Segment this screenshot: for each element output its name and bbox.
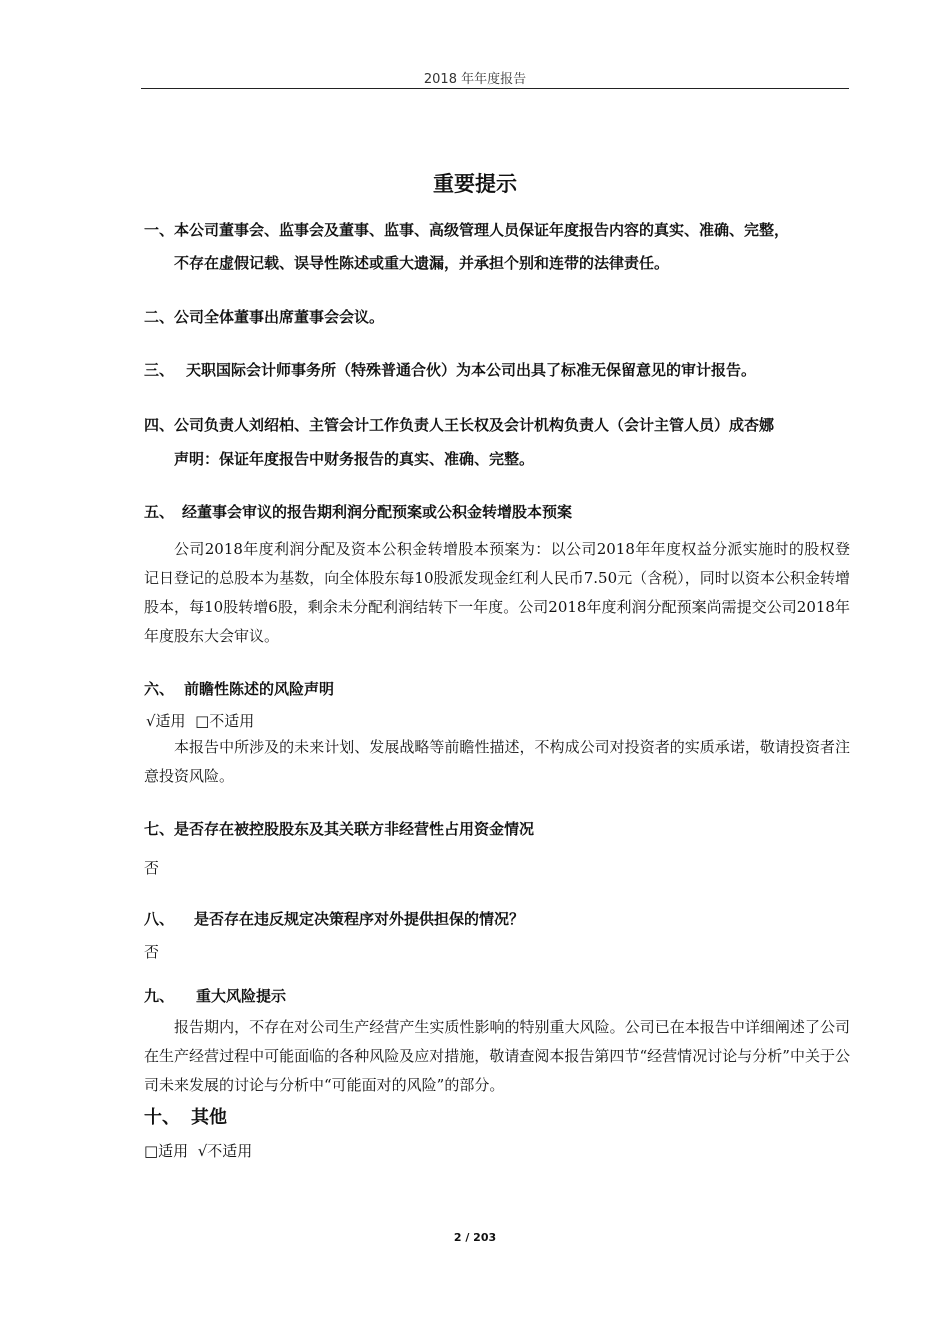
item-10-number: 十、 [144, 1107, 180, 1128]
item-9-number: 九、 [144, 987, 175, 1005]
item-7-heading [144, 818, 850, 839]
item-6-number: 六、 [144, 680, 175, 698]
item-1-text: 本公司董事会、监事会及董事、监事、高级管理人员保证年度报告内容的真实、准确、完整， [174, 221, 790, 239]
item-10-heading [144, 1103, 850, 1129]
item-8-heading [144, 908, 850, 929]
item-5-number: 五、 [144, 503, 175, 521]
item-2-text: 公司全体董事出席董事会会议。 [174, 308, 385, 326]
item-10-applicability: □适用 √不适用 [144, 1142, 253, 1160]
item-4-line-1 [144, 414, 850, 435]
item-5-heading-text: 经董事会审议的报告期利润分配预案或公积金转增股本预案 [182, 503, 573, 521]
item-5-body: 公司2018年度利润分配及资本公积金转增股本预案为：以公司2018年年度权益分派实施时的股权登记日登记的总股本为基数，向全体股东每10股派发现金红利人民币7.50元（含税），同时以资本公积金转增股本，每10股转增6股，剩余未分配利润结转下一年度。公司2018年度利润分配预案尚需提交公司2018年年度股东大会审议。 [144, 540, 850, 645]
item-4-line-2: 声明：保证年度报告中财务报告的真实、准确、完整。 [174, 450, 535, 468]
item-1-line-2: 不存在虚假记载、误导性陈述或重大遗漏，并承担个别和连带的法律责任。 [174, 254, 670, 272]
item-7-number: 七、 [144, 820, 175, 838]
page-number: 2 / 203 [453, 1231, 497, 1244]
item-7-heading-text: 是否存在被控股股东及其关联方非经营性占用资金情况 [174, 820, 535, 838]
item-9-heading [144, 985, 850, 1006]
item-6-applicability: √适用 □不适用 [146, 712, 255, 730]
item-6-heading [144, 678, 850, 699]
item-3-number: 三、 [144, 361, 175, 379]
item-6-body: 本报告中所涉及的未来计划、发展战略等前瞻性描述，不构成公司对投资者的实质承诺，敬请投资者注意投资风险。 [144, 738, 850, 785]
item-7-answer: 否 [144, 859, 160, 877]
item-5-heading [144, 501, 850, 522]
item-3 [144, 359, 850, 380]
item-3-text: 天职国际会计师事务所（特殊普通合伙）为本公司出具了标准无保留意见的审计报告。 [186, 361, 757, 379]
item-2 [144, 306, 850, 327]
item-8-heading-text: 是否存在违反规定决策程序对外提供担保的情况？ [194, 910, 525, 928]
report-header-title: 2018 年年度报告 [423, 72, 527, 87]
item-9-heading-text: 重大风险提示 [196, 987, 287, 1005]
item-8-number: 八、 [144, 910, 175, 928]
item-1-line-1 [144, 219, 850, 240]
item-8-answer: 否 [144, 943, 160, 961]
item-4-number: 四、 [144, 416, 175, 434]
page-title: 重要提示 [433, 172, 517, 196]
item-6-heading-text: 前瞻性陈述的风险声明 [184, 680, 335, 698]
item-4-text: 公司负责人刘绍柏、主管会计工作负责人王长权及会计机构负责人（会计主管人员）成杏娜 [174, 416, 775, 434]
item-10-heading-text: 其他 [191, 1107, 227, 1128]
header-divider [141, 88, 849, 89]
item-9-body: 报告期内，不存在对公司生产经营产生实质性影响的特别重大风险。公司已在本报告中详细阐述了公司在生产经营过程中可能面临的各种风险及应对措施，敬请查阅本报告第四节“经营情况讨论与分析”中关于公司未来发展的讨论与分析中“可能面对的风险”的部分。 [144, 1018, 850, 1094]
item-2-number: 二、 [144, 308, 175, 326]
item-1-number: 一、 [144, 221, 175, 239]
